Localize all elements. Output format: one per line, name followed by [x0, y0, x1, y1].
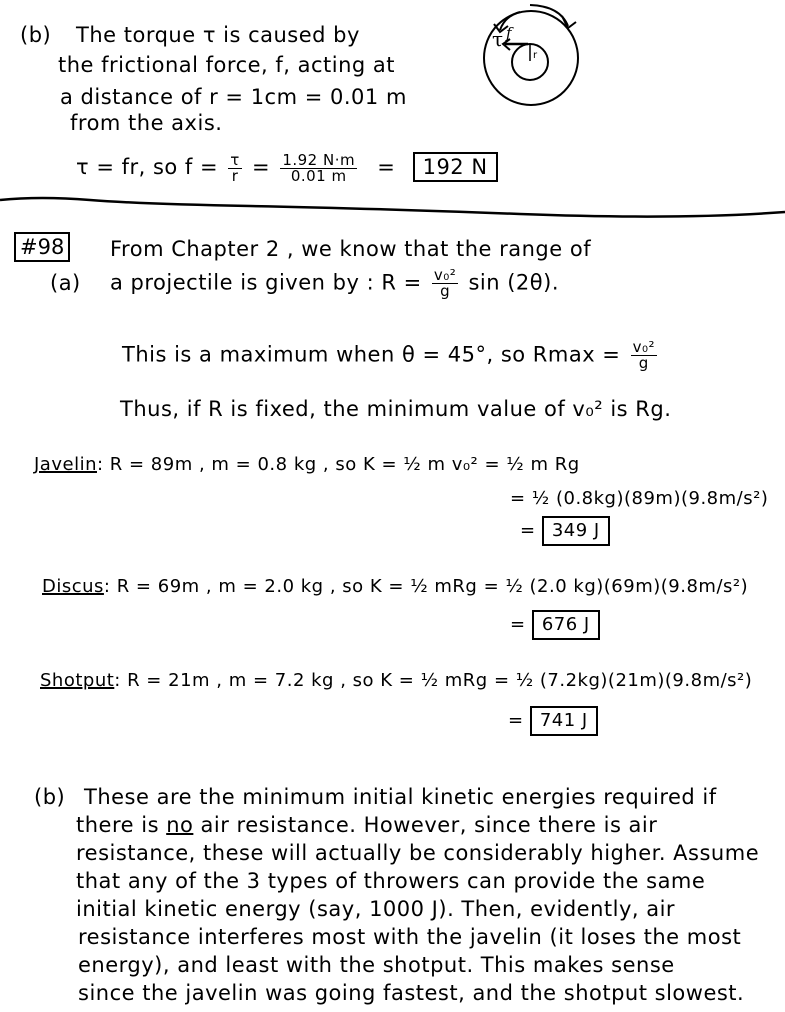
shotput-given: Shotput: R = 21m , m = 7.2 kg , so K = ½ mRg = ½ (7.2kg)(21m)(9.8m/s²) [40, 670, 753, 691]
discussion-line-3: resistance, these will actually be considerably higher. Assume [76, 841, 760, 865]
shotput-heading: Shotput [40, 670, 115, 691]
torque-line-1: The torque τ is caused by [76, 23, 360, 47]
fraction-v0sq-over-g: $\frac{\text{v₀²}}{g}$ [433, 266, 457, 300]
section-divider [0, 196, 785, 226]
discussion-line-6: resistance interferes most with the javelin (it loses the most [78, 925, 742, 949]
intro-line-1: From Chapter 2 , we know that the range of [110, 237, 592, 261]
discussion-line-2: there is no air resistance. However, since there is air [76, 813, 658, 837]
discussion-line-7: energy), and least with the shotput. This makes sense [78, 953, 675, 977]
answer-box-javelin: 349 J [542, 516, 610, 546]
javelin-given: Javelin: R = 89m , m = 0.8 kg , so K = ½ m v₀² = ½ m Rg [34, 454, 580, 475]
part-a-label: (a) [50, 271, 81, 295]
torque-diagram [480, 0, 660, 110]
problem-number-box: #98 [14, 232, 70, 262]
torque-line-4: from the axis. [70, 111, 223, 135]
part-b-label: (b) [20, 23, 52, 47]
discussion-line-5: initial kinetic energy (say, 1000 J). Then, evidently, air [76, 897, 676, 921]
max-range-line: This is a maximum when θ = 45°, so Rmax = $\frac{\text{v₀²}}{g}$ [122, 338, 655, 372]
force-symbol: f [506, 24, 512, 42]
torque-line-3: a distance of r = 1cm = 0.01 m [60, 85, 407, 109]
discus-result: = 676 J [510, 610, 600, 640]
discussion-line-1: These are the minimum initial kinetic energies required if [84, 785, 717, 809]
discussion-label: (b) [34, 785, 66, 809]
javelin-heading: Javelin [34, 454, 97, 475]
javelin-result: = 349 J [520, 516, 610, 546]
answer-box-discus: 676 J [532, 610, 600, 640]
torque-equation: τ = fr, so f = $\frac{\tau}{r}$ = $\frac{1.92 N\cdot m}{0.01 m}$ = 192 N [76, 152, 498, 184]
discus-given: Discus: R = 69m , m = 2.0 kg , so K = ½ mRg = ½ (2.0 kg)(69m)(9.8m/s²) [42, 576, 749, 597]
javelin-calc: = ½ (0.8kg)(89m)(9.8m/s²) [510, 488, 769, 509]
fraction-rmax: $\frac{\text{v₀²}}{g}$ [632, 338, 655, 372]
answer-box-force: 192 N [413, 152, 498, 182]
fraction-torque-values: $\frac{1.92 N\cdot m}{0.01 m}$ [282, 150, 356, 185]
equation-prefix: τ = fr, so f = [76, 155, 219, 179]
discus-heading: Discus [42, 576, 104, 597]
answer-box-shotput: 741 J [530, 706, 598, 736]
torque-line-2: the frictional force, f, acting at [58, 53, 396, 77]
intro-line-2: a projectile is given by : R = $\frac{\text{v₀²}}{g}$ sin (2θ). [110, 266, 559, 300]
torque-symbol: τ [492, 27, 504, 51]
shotput-result: = 741 J [508, 706, 598, 736]
discussion-line-4: that any of the 3 types of throwers can provide the same [76, 869, 706, 893]
discussion-line-8: since the javelin was going fastest, and the shotput slowest. [78, 981, 745, 1005]
fraction-tau-over-r: $\frac{\tau}{r}$ [230, 150, 240, 185]
emphasis-no: no [166, 813, 194, 837]
radius-symbol: r [533, 50, 538, 61]
thus-line: Thus, if R is fixed, the minimum value of v₀² is Rg. [120, 397, 672, 421]
